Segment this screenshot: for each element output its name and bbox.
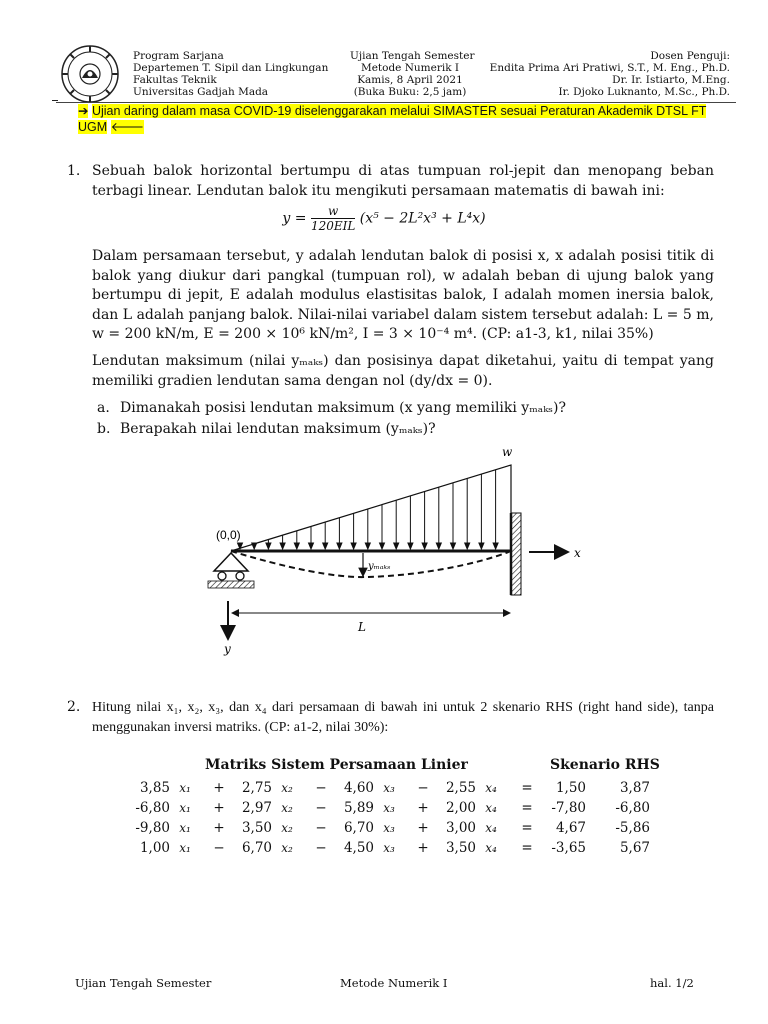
eq-numerator: w: [311, 204, 355, 219]
eq-lhs: y =: [282, 210, 307, 227]
operator-cell: +: [417, 820, 429, 836]
load-arrowhead: [493, 543, 498, 549]
origin-label: (0,0): [216, 528, 241, 542]
q1b-label: b.: [97, 421, 111, 437]
header-left-line: Fakultas Teknik: [133, 74, 217, 86]
length-label: L: [358, 620, 366, 634]
equation-row: [130, 838, 650, 858]
variable-cell: x₂: [281, 841, 293, 855]
variable-cell: x₁: [179, 841, 191, 855]
header-right-line: Endita Prima Ari Pratiwi, S.T., M. Eng., Ph.D.: [489, 62, 730, 74]
coefficient-cell: -9,80: [135, 820, 170, 836]
covid-notice: [78, 103, 714, 135]
operator-cell: +: [417, 800, 429, 816]
rhs-1-cell: -3,65: [551, 840, 586, 856]
rhs-1-cell: -7,80: [551, 800, 586, 816]
operator-cell: +: [213, 780, 225, 796]
variable-cell: x₄: [485, 781, 497, 795]
load-arrowhead: [266, 543, 271, 549]
rhs-1-cell: 4,67: [555, 820, 586, 836]
load-arrowhead: [479, 543, 484, 549]
footer-left: Ujian Tengah Semester: [75, 976, 212, 990]
variable-cell: x₄: [485, 841, 497, 855]
coefficient-cell: 3,00: [445, 820, 476, 836]
rhs-1-cell: 1,50: [555, 780, 586, 796]
roller-ground: [208, 581, 254, 588]
header-examiners: [490, 50, 730, 98]
operator-cell: −: [315, 780, 327, 796]
variable-cell: x₃: [383, 781, 395, 795]
q1-intro: Sebuah balok horizontal bertumpu di atas tumpuan rol-jepit dan menopang beban terbagi linear. Lendutan balok itu mengikuti persamaan matematis di bawah ini:: [92, 163, 714, 199]
coefficient-cell: 3,50: [241, 820, 272, 836]
variable-cell: x₃: [383, 801, 395, 815]
load-arrowhead: [422, 543, 427, 549]
q1-equation: [0, 204, 768, 233]
load-arrowhead: [351, 543, 356, 549]
equation-table: [130, 778, 650, 858]
rhs-title-text: Skenario RHS: [550, 757, 660, 773]
header-center-line: Metode Numerik I: [360, 62, 460, 74]
arrow-right-icon: ➔: [78, 104, 89, 118]
operator-cell: −: [315, 840, 327, 856]
variable-cell: x₄: [485, 821, 497, 835]
load-arrowhead: [365, 543, 370, 549]
operator-cell: −: [417, 780, 429, 796]
header-divider-mark: [52, 100, 58, 101]
load-arrowhead: [337, 543, 342, 549]
load-arrowhead: [294, 543, 299, 549]
arrow-left-icon: 🡐: [110, 120, 145, 134]
rhs-title: [550, 757, 660, 773]
coefficient-cell: 4,50: [343, 840, 374, 856]
load-arrowhead: [436, 543, 441, 549]
q1-number: 1.: [67, 163, 81, 179]
operator-cell: −: [315, 820, 327, 836]
eq-denominator: 120EIL: [310, 219, 356, 233]
q1-description-2: Lendutan maksimum (nilai yₘₐₖₛ) dan posisinya dapat diketahui, yaitu di tempat yang memiliki gradien lendutan sama dengan nol (dy/dx = 0).: [92, 353, 714, 389]
operator-cell: +: [213, 800, 225, 816]
coefficient-cell: 3,85: [139, 780, 170, 796]
roller-wheel: [236, 572, 244, 580]
load-arrowhead: [408, 543, 413, 549]
coefficient-cell: 6,70: [241, 840, 272, 856]
header-right-line: Dr. Ir. Istiarto, M.Eng.: [612, 74, 730, 86]
matrix-title: Matriks Sistem Persamaan Linier: [205, 757, 468, 773]
equals-cell: =: [521, 800, 533, 816]
operator-cell: +: [213, 820, 225, 836]
load-arrowhead: [280, 543, 285, 549]
header-left-line: Universitas Gadjah Mada: [133, 86, 269, 98]
rhs-2-cell: -5,86: [615, 820, 650, 836]
distributed-load-outline: [231, 465, 511, 551]
operator-cell: +: [417, 840, 429, 856]
q2-text: Hitung nilai x₁, x₂, x₃, dan x₄ dari persamaan di bawah ini untuk 2 skenario RHS (right hand side), tanpa menggunakan inversi matriks. (CP: a1-2, nilai 30%):: [92, 700, 714, 735]
eq-fraction: [311, 204, 355, 233]
coefficient-cell: 5,89: [343, 800, 374, 816]
equation-row: [130, 798, 650, 818]
notice-text: Ujian daring dalam masa COVID-19 diselenggarakan melalui SIMASTER sesuai Peraturan Akademik DTSL FT UGM: [78, 104, 707, 134]
variable-cell: x₁: [179, 781, 191, 795]
fixed-support-wall: [511, 513, 521, 595]
variable-cell: x₂: [281, 781, 293, 795]
x-axis-label: x: [574, 546, 581, 560]
load-arrowhead: [394, 543, 399, 549]
load-w-label: w: [502, 445, 513, 459]
q1a-text: Dimanakah posisi lendutan maksimum (x yang memiliki yₘₐₖₛ)?: [120, 400, 566, 416]
roller-support: [214, 553, 248, 571]
operator-cell: −: [315, 800, 327, 816]
q1a-label: a.: [97, 400, 110, 416]
equation-row: [130, 818, 650, 838]
variable-cell: x₃: [383, 821, 395, 835]
variable-cell: x₄: [485, 801, 497, 815]
coefficient-cell: 2,00: [445, 800, 476, 816]
coefficient-cell: 2,75: [241, 780, 272, 796]
load-arrowhead: [451, 543, 456, 549]
coefficient-cell: 2,97: [241, 800, 272, 816]
equals-cell: =: [521, 840, 533, 856]
header-center-line: (Buka Buku: 2,5 jam): [353, 86, 467, 98]
roller-wheel: [218, 572, 226, 580]
coefficient-cell: 2,55: [445, 780, 476, 796]
q1-description: Dalam persamaan tersebut, y adalah lendutan balok di posisi x, x adalah posisi titik di balok yang diukur dari pangkal (tumpuan rol), w adalah beban di ujung balok yang bertumpu di jepit, E adalah modulus elastisitas balok, I adalah momen inersia balok, dan L adalah panjang balok. Nilai-nilai variabel dalam sistem tersebut adalah: L = 5 m, w = 200 kN/m, E = 200 × 10⁶ kN/m², I = 3 × 10⁻⁴ m⁴. (CP: a1-3, k1, nilai 35%): [92, 248, 714, 342]
load-arrowhead: [465, 543, 470, 549]
equation-row: [130, 778, 650, 798]
load-arrowhead: [380, 543, 385, 549]
variable-cell: x₂: [281, 801, 293, 815]
variable-cell: x₃: [383, 841, 395, 855]
rhs-2-cell: 3,87: [619, 780, 650, 796]
header-left-line: Departemen T. Sipil dan Lingkungan: [133, 62, 329, 74]
rhs-2-cell: -6,80: [615, 800, 650, 816]
coefficient-cell: -6,80: [135, 800, 170, 816]
load-arrowhead: [252, 543, 257, 549]
coefficient-cell: 1,00: [139, 840, 170, 856]
coefficient-cell: 4,60: [343, 780, 374, 796]
footer-center: Metode Numerik I: [340, 976, 448, 990]
footer-page: hal. 1/2: [650, 976, 694, 990]
beam-diagram: [196, 443, 596, 658]
coefficient-cell: 3,50: [445, 840, 476, 856]
q1b-text: Berapakah nilai lendutan maksimum (yₘₐₖₛ)?: [120, 421, 436, 437]
header-left-line: Program Sarjana: [133, 50, 224, 62]
header-center-line: Ujian Tengah Semester: [350, 50, 475, 62]
operator-cell: −: [213, 840, 225, 856]
load-arrowhead: [309, 543, 314, 549]
header-center-line: Kamis, 8 April 2021: [357, 74, 463, 86]
eq-rhs: (x⁵ − 2L²x³ + L⁴x): [359, 210, 486, 227]
header-institution: [133, 50, 328, 98]
equals-cell: =: [521, 820, 533, 836]
header-exam-info: [350, 50, 475, 98]
variable-cell: x₁: [179, 801, 191, 815]
header-right-line: Ir. Djoko Luknanto, M.Sc., Ph.D.: [558, 86, 730, 98]
load-arrowhead: [323, 543, 328, 549]
coefficient-cell: 6,70: [343, 820, 374, 836]
y-axis-label: y: [224, 642, 231, 656]
ymax-label: yₘₐₖₛ: [368, 561, 391, 572]
rhs-2-cell: 5,67: [619, 840, 650, 856]
equals-cell: =: [521, 780, 533, 796]
variable-cell: x₂: [281, 821, 293, 835]
university-seal-logo: [60, 44, 120, 104]
variable-cell: x₁: [179, 821, 191, 835]
q2-number: 2.: [67, 699, 81, 715]
header-right-line: Dosen Penguji:: [650, 50, 730, 62]
